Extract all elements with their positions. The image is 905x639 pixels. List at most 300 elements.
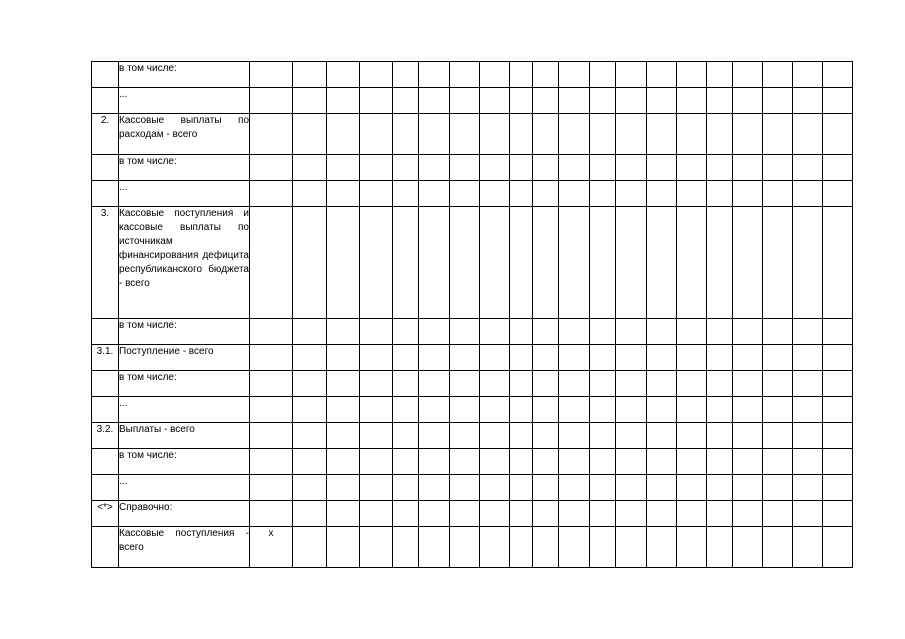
row-code-cell <box>250 155 293 181</box>
empty-cell <box>647 475 677 501</box>
empty-cell <box>293 423 327 449</box>
empty-cell <box>559 449 590 475</box>
empty-cell <box>616 207 647 319</box>
row-name-cell <box>119 527 250 568</box>
empty-cell <box>823 527 853 568</box>
empty-cell <box>450 319 480 345</box>
row-name-cell <box>119 423 250 449</box>
empty-cell <box>419 475 450 501</box>
table-row <box>92 449 853 475</box>
row-name-cell <box>119 88 250 114</box>
empty-cell <box>707 449 733 475</box>
empty-cell <box>559 423 590 449</box>
empty-cell <box>450 207 480 319</box>
row-name: в том числе: <box>119 372 177 383</box>
empty-cell <box>647 501 677 527</box>
empty-cell <box>763 527 793 568</box>
empty-cell <box>823 475 853 501</box>
empty-cell <box>793 155 823 181</box>
empty-cell <box>360 423 393 449</box>
empty-cell <box>480 207 510 319</box>
row-name-cell <box>119 345 250 371</box>
empty-cell <box>480 371 510 397</box>
row-code-cell <box>250 501 293 527</box>
empty-cell <box>733 155 763 181</box>
row-code-cell <box>250 62 293 88</box>
empty-cell <box>533 114 559 155</box>
empty-cell <box>823 319 853 345</box>
empty-cell <box>533 449 559 475</box>
empty-cell <box>733 88 763 114</box>
empty-cell <box>510 371 533 397</box>
empty-cell <box>393 423 419 449</box>
empty-cell <box>533 527 559 568</box>
empty-cell <box>763 371 793 397</box>
empty-cell <box>616 501 647 527</box>
empty-cell <box>510 475 533 501</box>
row-code-cell <box>250 475 293 501</box>
empty-cell <box>327 501 360 527</box>
empty-cell <box>533 181 559 207</box>
empty-cell <box>360 114 393 155</box>
table-row <box>92 475 853 501</box>
empty-cell <box>419 88 450 114</box>
empty-cell <box>419 371 450 397</box>
row-name: Справочно: <box>119 502 173 513</box>
empty-cell <box>559 62 590 88</box>
row-name: в том числе: <box>119 320 177 331</box>
empty-cell <box>533 207 559 319</box>
empty-cell <box>393 371 419 397</box>
empty-cell <box>733 319 763 345</box>
empty-cell <box>450 527 480 568</box>
row-name-cell <box>119 155 250 181</box>
empty-cell <box>559 475 590 501</box>
row-name: ... <box>119 476 128 487</box>
empty-cell <box>733 181 763 207</box>
empty-cell <box>393 475 419 501</box>
row-number-cell <box>92 527 119 568</box>
row-number-cell <box>92 181 119 207</box>
row-number-cell <box>92 319 119 345</box>
row-number-cell <box>92 88 119 114</box>
empty-cell <box>559 207 590 319</box>
empty-cell <box>419 501 450 527</box>
row-number-cell <box>92 155 119 181</box>
empty-cell <box>677 501 707 527</box>
empty-cell <box>707 319 733 345</box>
empty-cell <box>647 88 677 114</box>
empty-cell <box>590 319 616 345</box>
empty-cell <box>793 181 823 207</box>
empty-cell <box>763 345 793 371</box>
row-name-cell <box>119 397 250 423</box>
empty-cell <box>733 397 763 423</box>
empty-cell <box>823 155 853 181</box>
empty-cell <box>647 62 677 88</box>
empty-cell <box>360 62 393 88</box>
row-number: 3. <box>100 208 110 219</box>
empty-cell <box>677 345 707 371</box>
empty-cell <box>616 527 647 568</box>
empty-cell <box>707 397 733 423</box>
empty-cell <box>647 207 677 319</box>
empty-cell <box>510 155 533 181</box>
empty-cell <box>510 181 533 207</box>
empty-cell <box>559 155 590 181</box>
empty-cell <box>419 423 450 449</box>
table-row <box>92 207 853 319</box>
empty-cell <box>360 155 393 181</box>
table-row <box>92 397 853 423</box>
cash-plan-table <box>91 61 853 568</box>
empty-cell <box>793 397 823 423</box>
row-number-cell <box>92 449 119 475</box>
row-name-cell <box>119 475 250 501</box>
row-name-cell <box>119 449 250 475</box>
empty-cell <box>677 423 707 449</box>
row-name: ... <box>119 89 128 100</box>
empty-cell <box>450 449 480 475</box>
empty-cell <box>450 397 480 423</box>
empty-cell <box>647 155 677 181</box>
empty-cell <box>707 371 733 397</box>
row-code-cell <box>250 88 293 114</box>
empty-cell <box>733 423 763 449</box>
empty-cell <box>393 449 419 475</box>
empty-cell <box>733 114 763 155</box>
row-name-cell <box>119 114 250 155</box>
empty-cell <box>559 527 590 568</box>
empty-cell <box>707 527 733 568</box>
row-number-cell <box>92 371 119 397</box>
row-code-cell <box>250 423 293 449</box>
empty-cell <box>590 155 616 181</box>
empty-cell <box>763 114 793 155</box>
empty-cell <box>450 155 480 181</box>
empty-cell <box>419 155 450 181</box>
empty-cell <box>360 207 393 319</box>
empty-cell <box>616 449 647 475</box>
empty-cell <box>450 475 480 501</box>
empty-cell <box>823 114 853 155</box>
empty-cell <box>647 371 677 397</box>
empty-cell <box>419 527 450 568</box>
empty-cell <box>616 62 647 88</box>
empty-cell <box>293 62 327 88</box>
empty-cell <box>360 397 393 423</box>
empty-cell <box>616 371 647 397</box>
empty-cell <box>327 371 360 397</box>
empty-cell <box>677 475 707 501</box>
empty-cell <box>590 397 616 423</box>
empty-cell <box>293 207 327 319</box>
empty-cell <box>590 423 616 449</box>
empty-cell <box>707 181 733 207</box>
table-row <box>92 88 853 114</box>
empty-cell <box>393 88 419 114</box>
empty-cell <box>450 501 480 527</box>
table-row <box>92 501 853 527</box>
empty-cell <box>327 155 360 181</box>
empty-cell <box>480 501 510 527</box>
row-number-cell <box>92 397 119 423</box>
empty-cell <box>590 181 616 207</box>
empty-cell <box>616 397 647 423</box>
empty-cell <box>823 88 853 114</box>
table-row <box>92 371 853 397</box>
empty-cell <box>393 114 419 155</box>
empty-cell <box>763 62 793 88</box>
empty-cell <box>327 319 360 345</box>
empty-cell <box>616 345 647 371</box>
empty-cell <box>707 62 733 88</box>
empty-cell <box>327 88 360 114</box>
empty-cell <box>590 88 616 114</box>
empty-cell <box>533 475 559 501</box>
empty-cell <box>647 319 677 345</box>
empty-cell <box>533 345 559 371</box>
empty-cell <box>763 449 793 475</box>
empty-cell <box>677 114 707 155</box>
row-code-cell <box>250 527 293 568</box>
empty-cell <box>707 423 733 449</box>
empty-cell <box>793 527 823 568</box>
empty-cell <box>450 62 480 88</box>
empty-cell <box>510 88 533 114</box>
empty-cell <box>419 207 450 319</box>
empty-cell <box>793 449 823 475</box>
empty-cell <box>419 114 450 155</box>
empty-cell <box>733 62 763 88</box>
empty-cell <box>533 155 559 181</box>
row-code-cell <box>250 449 293 475</box>
row-name-cell <box>119 62 250 88</box>
row-number: 3.2. <box>96 424 114 435</box>
empty-cell <box>450 423 480 449</box>
empty-cell <box>823 449 853 475</box>
empty-cell <box>510 527 533 568</box>
row-name: ... <box>119 182 128 193</box>
empty-cell <box>419 181 450 207</box>
empty-cell <box>793 345 823 371</box>
empty-cell <box>707 88 733 114</box>
empty-cell <box>293 449 327 475</box>
empty-cell <box>559 88 590 114</box>
empty-cell <box>393 397 419 423</box>
row-name-cell <box>119 501 250 527</box>
empty-cell <box>360 345 393 371</box>
row-number: <*> <box>97 502 113 513</box>
empty-cell <box>360 527 393 568</box>
empty-cell <box>677 155 707 181</box>
empty-cell <box>533 319 559 345</box>
empty-cell <box>293 114 327 155</box>
empty-cell <box>707 114 733 155</box>
row-number-cell <box>92 475 119 501</box>
empty-cell <box>293 181 327 207</box>
empty-cell <box>559 371 590 397</box>
empty-cell <box>733 371 763 397</box>
empty-cell <box>393 155 419 181</box>
empty-cell <box>823 397 853 423</box>
row-number-cell <box>92 501 119 527</box>
empty-cell <box>293 88 327 114</box>
table-row <box>92 181 853 207</box>
empty-cell <box>327 527 360 568</box>
table-row <box>92 319 853 345</box>
empty-cell <box>616 88 647 114</box>
empty-cell <box>763 155 793 181</box>
empty-cell <box>677 62 707 88</box>
empty-cell <box>533 371 559 397</box>
empty-cell <box>823 501 853 527</box>
empty-cell <box>590 114 616 155</box>
empty-cell <box>616 475 647 501</box>
empty-cell <box>590 207 616 319</box>
empty-cell <box>616 114 647 155</box>
empty-cell <box>733 449 763 475</box>
empty-cell <box>763 207 793 319</box>
empty-cell <box>707 501 733 527</box>
empty-cell <box>293 397 327 423</box>
empty-cell <box>733 207 763 319</box>
empty-cell <box>393 319 419 345</box>
empty-cell <box>590 449 616 475</box>
row-name: Выплаты - всего <box>119 424 195 435</box>
empty-cell <box>480 397 510 423</box>
empty-cell <box>293 371 327 397</box>
row-name: Поступление - всего <box>119 346 214 357</box>
empty-cell <box>763 397 793 423</box>
empty-cell <box>793 319 823 345</box>
empty-cell <box>647 397 677 423</box>
empty-cell <box>793 423 823 449</box>
empty-cell <box>793 207 823 319</box>
empty-cell <box>510 449 533 475</box>
empty-cell <box>559 114 590 155</box>
empty-cell <box>419 345 450 371</box>
empty-cell <box>393 207 419 319</box>
empty-cell <box>590 475 616 501</box>
empty-cell <box>293 475 327 501</box>
empty-cell <box>327 475 360 501</box>
empty-cell <box>293 527 327 568</box>
empty-cell <box>360 88 393 114</box>
empty-cell <box>327 62 360 88</box>
empty-cell <box>533 501 559 527</box>
empty-cell <box>533 397 559 423</box>
row-name: в том числе: <box>119 156 177 167</box>
empty-cell <box>763 475 793 501</box>
empty-cell <box>677 319 707 345</box>
empty-cell <box>480 319 510 345</box>
empty-cell <box>823 207 853 319</box>
row-code: x <box>268 528 274 539</box>
empty-cell <box>793 62 823 88</box>
empty-cell <box>590 501 616 527</box>
empty-cell <box>533 88 559 114</box>
empty-cell <box>533 62 559 88</box>
empty-cell <box>393 527 419 568</box>
row-name: Кассовые поступления и кассовые выплаты по источникам финансирования дефицита республиканского бюджета - всего <box>119 208 249 289</box>
table-row <box>92 62 853 88</box>
empty-cell <box>677 181 707 207</box>
row-name: Кассовые выплаты по расходам - всего <box>119 115 249 140</box>
empty-cell <box>559 501 590 527</box>
empty-cell <box>480 475 510 501</box>
row-code-cell <box>250 114 293 155</box>
empty-cell <box>793 371 823 397</box>
row-code-cell <box>250 207 293 319</box>
row-code-cell <box>250 371 293 397</box>
empty-cell <box>647 527 677 568</box>
row-name-cell <box>119 181 250 207</box>
empty-cell <box>293 155 327 181</box>
empty-cell <box>733 475 763 501</box>
row-number-cell <box>92 114 119 155</box>
empty-cell <box>393 345 419 371</box>
empty-cell <box>293 319 327 345</box>
empty-cell <box>480 88 510 114</box>
row-number-cell <box>92 207 119 319</box>
empty-cell <box>590 345 616 371</box>
empty-cell <box>707 345 733 371</box>
row-name-cell <box>119 207 250 319</box>
empty-cell <box>793 475 823 501</box>
row-number: 3.1. <box>96 346 114 357</box>
empty-cell <box>763 501 793 527</box>
row-number-cell <box>92 62 119 88</box>
empty-cell <box>360 181 393 207</box>
table-row <box>92 423 853 449</box>
table-row <box>92 527 853 568</box>
empty-cell <box>823 423 853 449</box>
empty-cell <box>707 475 733 501</box>
empty-cell <box>510 345 533 371</box>
empty-cell <box>677 449 707 475</box>
row-name: в том числе: <box>119 63 177 74</box>
empty-cell <box>616 181 647 207</box>
empty-cell <box>590 62 616 88</box>
empty-cell <box>293 501 327 527</box>
empty-cell <box>823 371 853 397</box>
empty-cell <box>510 423 533 449</box>
empty-cell <box>360 501 393 527</box>
empty-cell <box>763 319 793 345</box>
empty-cell <box>480 181 510 207</box>
empty-cell <box>327 207 360 319</box>
empty-cell <box>450 371 480 397</box>
empty-cell <box>327 423 360 449</box>
empty-cell <box>480 423 510 449</box>
empty-cell <box>327 181 360 207</box>
row-number: 2. <box>100 115 110 126</box>
empty-cell <box>677 397 707 423</box>
row-code-cell <box>250 319 293 345</box>
empty-cell <box>677 207 707 319</box>
empty-cell <box>590 371 616 397</box>
empty-cell <box>480 62 510 88</box>
empty-cell <box>419 319 450 345</box>
empty-cell <box>360 449 393 475</box>
empty-cell <box>327 449 360 475</box>
empty-cell <box>327 345 360 371</box>
empty-cell <box>480 449 510 475</box>
row-name: Кассовые поступления - всего <box>119 528 249 553</box>
empty-cell <box>647 423 677 449</box>
empty-cell <box>393 501 419 527</box>
